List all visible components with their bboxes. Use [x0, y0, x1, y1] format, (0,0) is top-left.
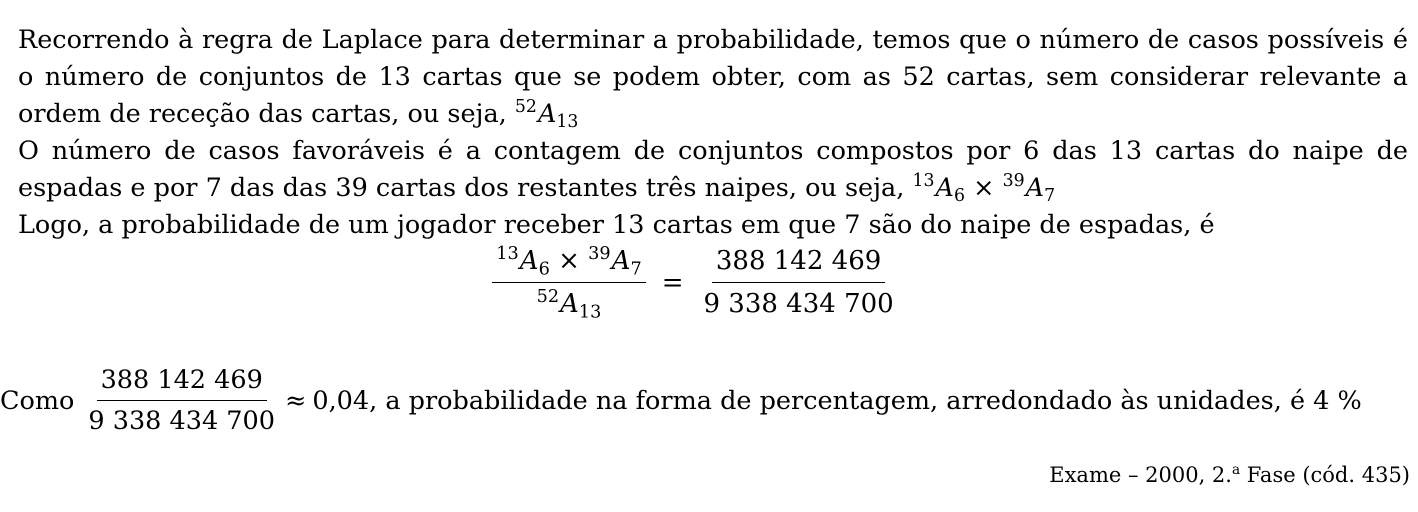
conclusion-suffix: , a probabilidade na forma de percentagem, arredondado às unidades, é 4 % [369, 385, 1362, 416]
paragraph-possible-cases-text: Recorrendo à regra de Laplace para determinar a probabilidade, temos que o número de casos possíveis é o número de conjuntos de 13 cartas que se podem obter, com as 52 cartas, sem considerar relevante a ordem de receção das cartas, ou seja, [18, 25, 1408, 129]
result-numerator: 388 142 469 [712, 244, 885, 283]
exam-source-reference: Exame – 2000, 2.$^a$ Fase (cód. 435) [1049, 461, 1410, 487]
conclusion-numerator: 388 142 469 [97, 364, 267, 401]
paragraph-possible-cases [18, 22, 1408, 133]
approx-sign: ≈ [284, 385, 307, 416]
arrangement-expression-total: $^{52}A_{13}$ [514, 97, 579, 133]
conclusion-line [0, 364, 1362, 437]
display-equation [0, 244, 1390, 324]
result-fraction [699, 244, 897, 321]
conclusion-denominator: 9 338 434 700 [88, 406, 275, 436]
equals-sign: = [661, 267, 684, 298]
probability-fraction [492, 244, 645, 321]
paragraph-favorable-cases-text: O número de casos favoráveis é a contagem de conjuntos compostos por 6 das 13 cartas do naipe de espadas e por 7 das das 39 cartas dos restantes três naipes, ou seja, [18, 136, 1408, 203]
arrangement-expression-favorable: $^{13}A_6 \times ^{39}A_7$ [912, 171, 1056, 207]
conclusion-fraction [84, 364, 279, 437]
paragraph-probability-intro: Logo, a probabilidade de um jogador receber 13 cartas em que 7 são do naipe de espadas, é [18, 210, 1215, 240]
result-denominator: 9 338 434 700 [703, 289, 894, 319]
solution-text-block [18, 22, 1408, 244]
conclusion-prefix: Como [0, 385, 75, 416]
paragraph-favorable-cases [18, 133, 1408, 207]
probability-denominator: $^{52}A_{13}$ [536, 287, 602, 323]
approx-value: 0,04 [312, 385, 370, 416]
probability-numerator: $^{13}A_6 \times ^{39}A_7$ [492, 244, 645, 283]
